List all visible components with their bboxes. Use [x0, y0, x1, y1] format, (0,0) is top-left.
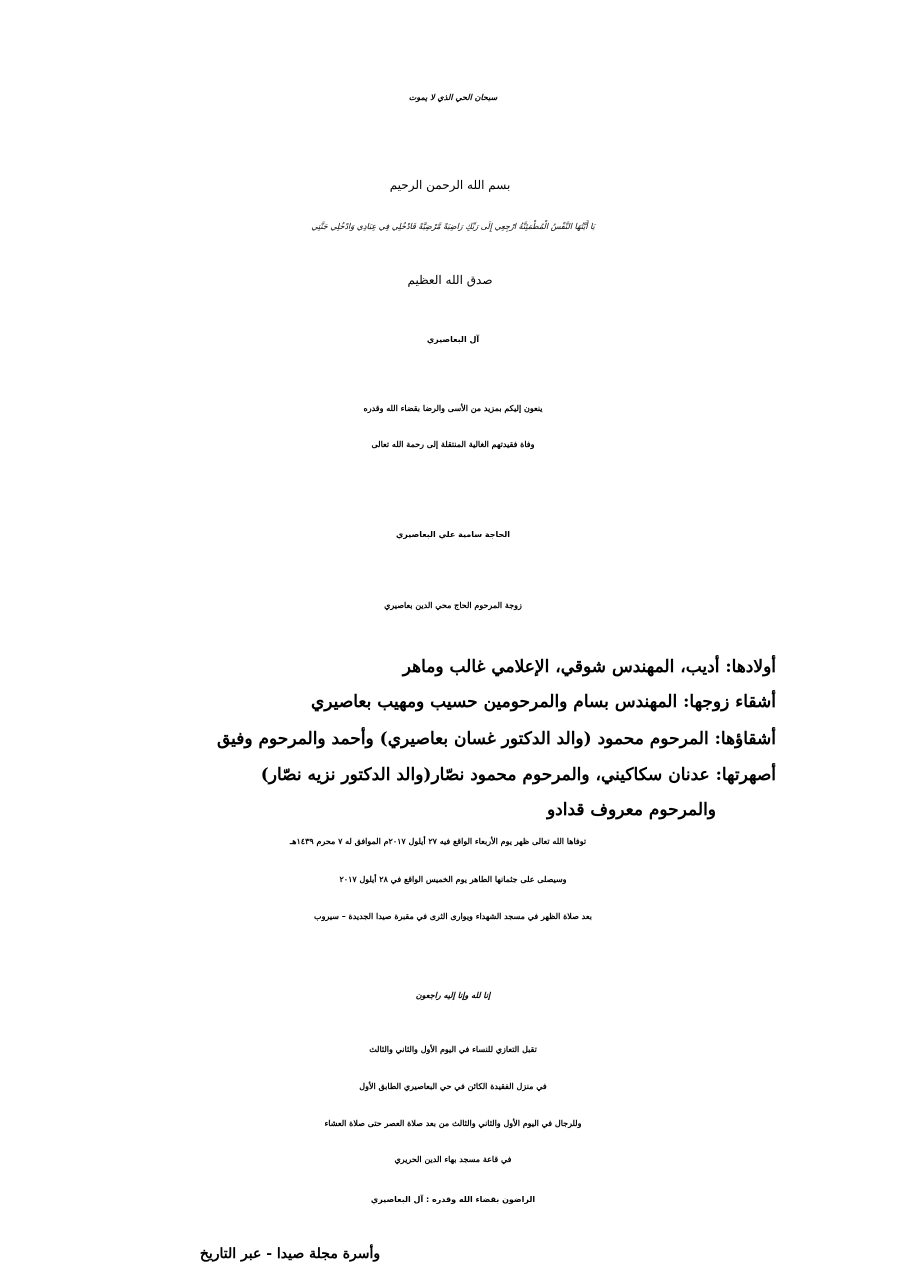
quran-verse: يَا أَيَّتُهَا النَّفْسُ الْمُطْمَئِنَّةُ ارْجِعِي إِلَى رَبِّكِ رَاضِيَةً مَّرْضِيَّةً فَادْخُلِي فِي عِبَادِي وَادْخُلِي جَنَّتِي: [311, 222, 595, 231]
relatives-brothers: أشقاؤها: المرحوم محمود (والد الدكتور غسان بعاصيري) وأحمد والمرحوم وفيق: [216, 729, 776, 749]
condolence-line-1: تقبل التعازي للنساء في اليوم الأول والثاني والثالث: [369, 1044, 537, 1054]
condolence-line-2: في منزل الفقيدة الكائن في حي البعاصيري الطابق الأول: [359, 1081, 547, 1091]
calligraphy-title: سبحان الحي الذي لا يموت: [408, 92, 498, 102]
prayer-line: وسيصلى على جثمانها الطاهر يوم الخميس الواقع في ٢٨ أيلول ٢٠١٧: [339, 874, 567, 884]
announcement-line-1: ينعون إليكم بمزيد من الأسى والرضا بقضاء الله وقدره: [363, 403, 543, 413]
signature-line: الراضون بقضاء الله وقدره : آل البعاصيري: [370, 1195, 536, 1204]
condolence-line-3: وللرجال في اليوم الأول والثاني والثالث من بعد صلاة العصر حتى صلاة العشاء: [324, 1118, 582, 1128]
burial-line: بعد صلاة الظهر في مسجد الشهداء ويوارى الثرى في مقبرة صيدا الجديدة – سيروب: [314, 911, 592, 921]
deceased-name: الحاجة سامية علي البعاصيري: [395, 530, 511, 539]
relatives-brothers-in-law: أشقاء زوجها: المهندس بسام والمرحومين حسيب ومهيب بعاصيري: [311, 692, 776, 712]
publisher-line: وأسرة مجلة صيدا - عبر التاريخ: [199, 1246, 381, 1262]
announcement-line-2: وفاة فقيدتهم الغالية المنتقلة إلى رحمة الله تعالى: [371, 439, 535, 449]
death-date-line: توفاها الله تعالى ظهر يوم الأربعاء الواقع فيه ٢٧ أيلول ٢٠١٧م الموافق له ٧ محرم ١٤٣٩هـ: [289, 836, 587, 846]
family-name-heading: آل البعاصيري: [426, 335, 480, 344]
spouse-line: زوجة المرحوم الحاج محي الدين بعاصيري: [384, 600, 522, 610]
inna-lillah-calligraphy: إنا لله وإنا إليه راجعون: [415, 990, 491, 1000]
relatives-children: أولادها: أديب، المهندس شوقي، الإعلامي غالب وماهر: [402, 657, 776, 677]
basmala: بسم الله الرحمن الرحيم: [389, 178, 511, 192]
condolence-line-4: في قاعة مسجد بهاء الدين الحريري: [394, 1154, 512, 1164]
relatives-continuation: والمرحوم معروف قدادو: [546, 800, 716, 820]
relatives-sons-in-law: أصهرتها: عدنان سكاكيني، والمرحوم محمود نصّار(والد الدكتور نزيه نصّار): [260, 765, 776, 785]
sadaqa-text: صدق الله العظيم: [407, 273, 493, 287]
